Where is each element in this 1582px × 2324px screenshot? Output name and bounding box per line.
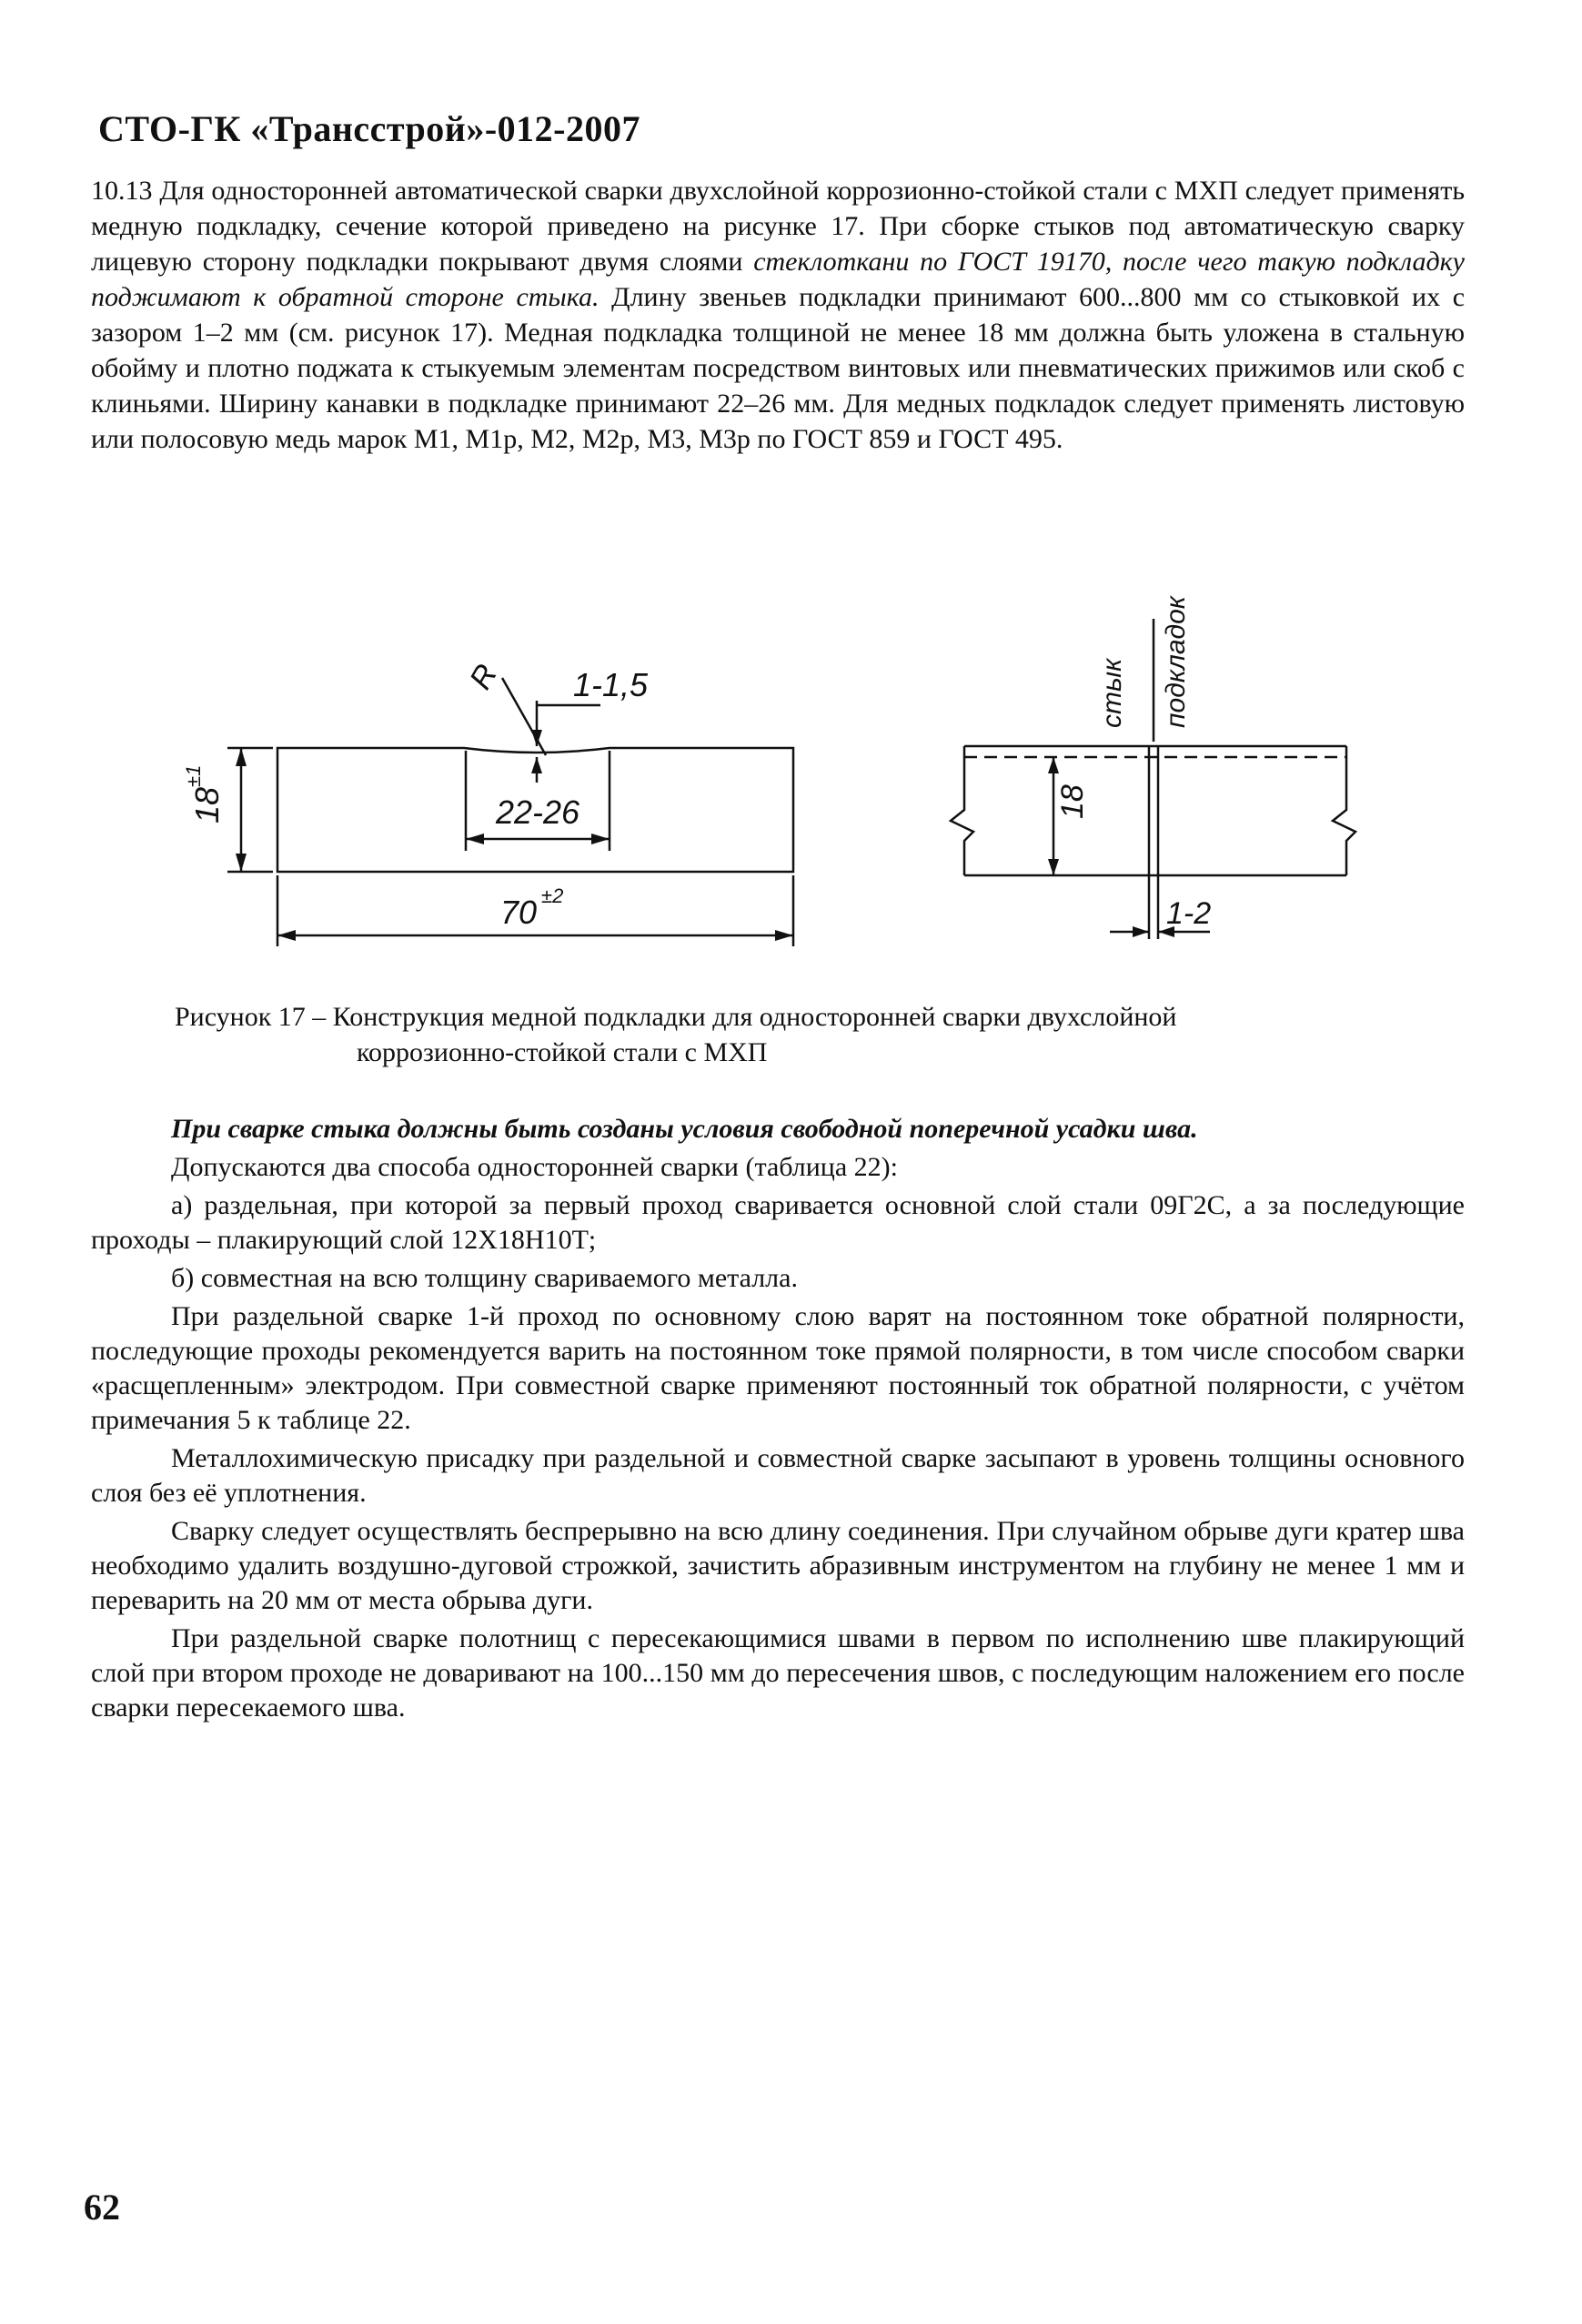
width-tolerance: ±2 (541, 884, 564, 907)
caption-line-2: коррозионно-стойкой стали с МХП (357, 1037, 768, 1067)
figure-caption (175, 999, 1448, 1070)
width-label: 70 (500, 894, 538, 931)
paragraph-methods: Допускаются два способа односторонней сварки (таблица 22): (171, 1152, 898, 1182)
paragraph-polarity: При раздельной сварке 1-й проход по основному слою варят на постоянном токе обратной полярности, последующие проходы рекомендуется варить на постоянном токе прямой полярности, в том числе способом сварки «расщепленным» электродом. При совместной сварке применяют постоянный ток обратной полярности, с учётом примечания 5 к таблице 22. (91, 1301, 1465, 1435)
paragraph-method-b: б) совместная на всю толщину свариваемого металла. (171, 1263, 798, 1293)
right-height-label: 18 (1055, 784, 1090, 819)
document-header: СТО-ГК «Трансстрой»-012-2007 (98, 108, 640, 149)
width-arrow-right (775, 930, 793, 941)
paragraph-10-13 (91, 173, 1465, 457)
backing-label: подкладок (1161, 596, 1191, 728)
paragraph-continuous: Сварку следует осуществлять беспрерывно на всю длину соединения. При случайном обрыве дуги кратер шва необходимо удалить воздушно-дуговой строжкой, зачистить абразивным инструментом на глубину не менее 1 мм и переварить на 20 мм от места обрыва дуги. (91, 1516, 1465, 1615)
paragraph-filler: Металлохимическую присадку при раздельной и совместной сварке засыпают в уровень толщины основного слоя без её уплотнения. (91, 1443, 1465, 1508)
figure-17 (173, 564, 1446, 955)
height-label: 18 (188, 786, 226, 824)
depth-arrowhead-bottom (531, 757, 542, 773)
radius-label: R (463, 658, 505, 695)
paragraph-10-13-part1: 10.13 Для односторонней автоматической сварки двухслойной коррозионно-стойкой стали с МХП следует применять медную подкладку, сечение которой приведено на рисунке 17. При сборке стыков под автоматическую сварку лицевую сторону подкладки покрывают двумя слоями (91, 176, 1465, 277)
depth-label: 1-1,5 (573, 666, 649, 703)
right-height-arrow-top (1048, 757, 1059, 773)
height-tolerance: ±1 (182, 764, 205, 787)
height-arrow-top (236, 748, 247, 766)
width-arrow-left (277, 930, 296, 941)
left-break-line (951, 746, 973, 875)
figure-17-drawing (173, 564, 1446, 955)
paragraph-shrinkage: При сварке стыка должны быть созданы условия свободной поперечной усадки шва. (171, 1114, 1198, 1144)
caption-line-1: Рисунок 17 – Конструкция медной подкладки для односторонней сварки двухслойной (175, 1002, 1177, 1032)
groove-label: 22-26 (496, 793, 580, 831)
height-arrow-bottom (236, 854, 247, 872)
groove-arrow-left (466, 834, 484, 844)
paragraph-method-a: а) раздельная, при которой за первый проход сваривается основной слой стали 09Г2С, а за последующие проходы – плакирующий слой 12Х18Н10Т; (91, 1190, 1465, 1255)
gap-label: 1-2 (1166, 896, 1212, 931)
paragraph-intersecting: При раздельной сварке полотнищ с пересекающимися швами в первом по исполнению шве плакирующий слой при втором проходе не доваривают на 100...150 мм до пересечения швов, с последующим наложением его после сварки пересекаемого шва. (91, 1623, 1465, 1723)
gap-arrow-left (1133, 926, 1149, 937)
radius-leader (502, 678, 546, 755)
paragraph-10-13-italic: стеклоткани по ГОСТ 19170, после чего такую подкладку поджимают к обратной стороне стыка. (91, 247, 1465, 312)
page-number: 62 (84, 2187, 120, 2228)
groove-arrow-right (591, 834, 610, 844)
right-height-arrow-bottom (1048, 859, 1059, 875)
paragraph-10-13-part2: Длину звеньев подкладки принимают 600...800 мм со стыковкой их с зазором 1–2 мм (см. рисунок 17). Медная подкладка толщиной не менее 18 мм должна быть уложена в стальную обойму и плотно поджата к стыкуемым элементам посредством винтовых или пневматических прижимов или скоб с клиньями. Ширину канавки в подкладке принимают 22–26 мм. Для медных подкладок следует применять листовую или полосовую медь марок М1, М1р, М2, М2р, М3, М3р по ГОСТ 859 и ГОСТ 495. (91, 282, 1466, 454)
body-text (91, 1112, 1465, 1729)
joint-label: стык (1097, 658, 1127, 728)
right-break-line (1333, 746, 1355, 875)
